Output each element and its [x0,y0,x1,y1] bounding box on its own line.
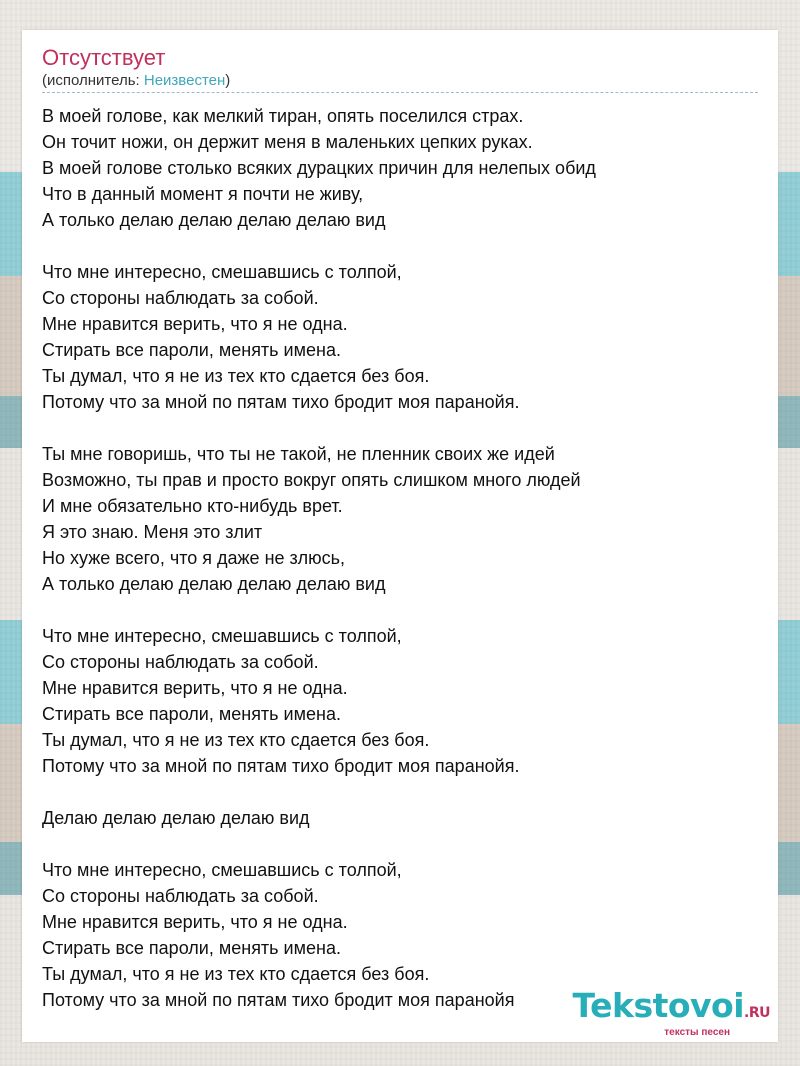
lyric-line: Потому что за мной по пятам тихо бродит моя паранойя [42,990,515,1010]
lyric-line: Ты думал, что я не из тех кто сдается без боя. [42,366,430,386]
lyric-line: Ты мне говоришь, что ты не такой, не пленник своих же идей [42,444,555,464]
lyric-line: А только делаю делаю делаю делаю вид [42,574,386,594]
lyric-line: Со стороны наблюдать за собой. [42,652,319,672]
lyric-line: Делаю делаю делаю делаю вид [42,808,310,828]
lyric-line: Мне нравится верить, что я не одна. [42,678,348,698]
lyric-line: А только делаю делаю делаю делаю вид [42,210,386,230]
lyric-line: Стирать все пароли, менять имена. [42,340,341,360]
lyric-line: Потому что за мной по пятам тихо бродит моя паранойя. [42,392,520,412]
lyric-line: Я это знаю. Меня это злит [42,522,263,542]
lyric-line: Что мне интересно, смешавшись с толпой, [42,860,402,880]
logo-tld: .RU [744,1005,770,1021]
logo-wordmark [572,986,770,1030]
stanza-break [42,831,762,857]
lyric-line: Со стороны наблюдать за собой. [42,886,319,906]
lyric-line: Но хуже всего, что я даже не злюсь, [42,548,345,568]
artist-suffix: ) [225,72,231,89]
lyric-line: В моей голове, как мелкий тиран, опять поселился страх. [42,106,524,126]
lyric-line: Стирать все пароли, менять имена. [42,704,341,724]
lyric-line: В моей голове столько всяких дурацких причин для нелепых обид [42,158,596,178]
lyric-line: Что мне интересно, смешавшись с толпой, [42,626,402,646]
artist-line [42,72,230,89]
site-logo[interactable] [572,986,770,1038]
artist-link[interactable]: Неизвестен [143,72,226,89]
lyrics-body [42,103,762,1013]
lyric-line: Ты думал, что я не из тех кто сдается без боя. [42,730,430,750]
stanza-break [42,779,762,805]
lyric-line: Ты думал, что я не из тех кто сдается без боя. [42,964,430,984]
stanza-break [42,233,762,259]
lyric-line: Стирать все пароли, менять имена. [42,938,341,958]
lyric-line: Со стороны наблюдать за собой. [42,288,319,308]
stanza-break [42,597,762,623]
lyric-line: Он точит ножи, он держит меня в маленьких цепких руках. [42,132,533,152]
lyric-line: Что в данный момент я почти не живу, [42,184,364,204]
lyrics-card [22,30,778,1042]
logo-tagline: тексты песен [664,1027,730,1038]
lyric-line: И мне обязательно кто-нибудь врет. [42,496,343,516]
logo-name: Tekstovoi [572,986,745,1025]
lyric-line: Потому что за мной по пятам тихо бродит моя паранойя. [42,756,520,776]
lyric-line: Возможно, ты прав и просто вокруг опять слишком много людей [42,470,581,490]
stanza-break [42,415,762,441]
lyric-line: Что мне интересно, смешавшись с толпой, [42,262,402,282]
song-title: Отсутствует [42,45,166,70]
title-divider [42,92,758,93]
lyric-line: Мне нравится верить, что я не одна. [42,912,348,932]
artist-prefix: (исполнитель: [42,72,144,89]
lyric-line: Мне нравится верить, что я не одна. [42,314,348,334]
